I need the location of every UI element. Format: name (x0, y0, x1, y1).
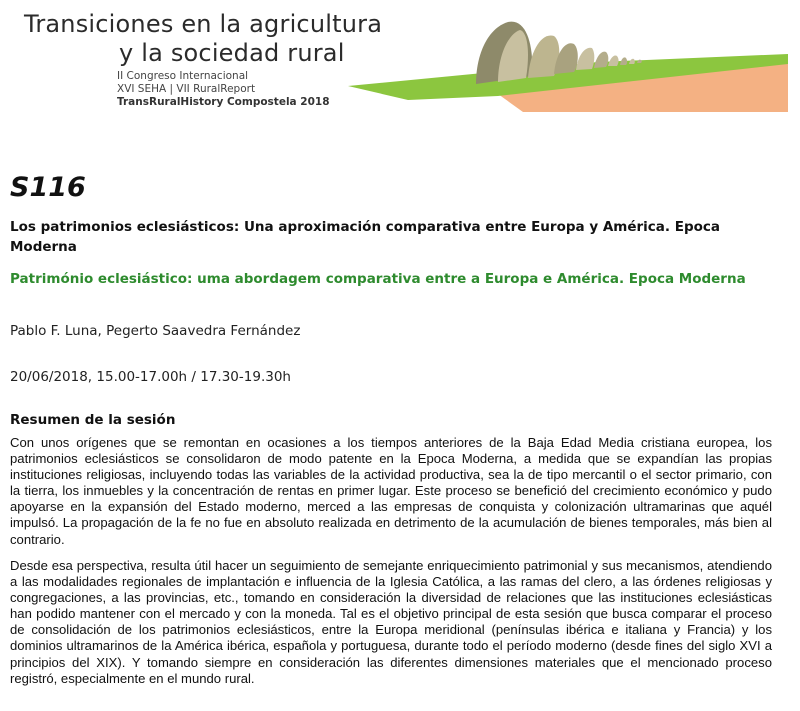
conference-header (0, 0, 800, 120)
summary-paragraph-1: Con unos orígenes que se remontan en ocasiones a los tiempos anteriores de la Baja Edad Media cristiana europea, los patrimonios eclesiásticos se consolidaron de modo patente en la Epoca Moderna, a medida que se expandían las propias instituciones religiosas, incluyendo todas las variables de la actividad productiva, sea la de tipo mercantil o el sector primario, con la tierra, los inmuebles y la concentración de rentas en primer lugar. Este proceso se benefició del crecimiento económico y pudo apoyarse en la expansión del Estado moderno, merced a las empresas de conquista y colonización ultramarinas que aquél impulsó. La propagación de la fe no fue en absoluto realizada en detrimento de la acumulación de bienes temporales, más bien al contrario. (10, 435, 772, 547)
summary-heading: Resumen de la sesión (10, 412, 176, 428)
conference-subtitle-line2: XVI SEHA | VII RuralReport (117, 83, 256, 95)
conference-title-line1: Transiciones en la agricultura (24, 10, 383, 38)
conference-title (24, 10, 382, 68)
conference-subtitle (117, 70, 330, 109)
conference-subtitle-line1: II Congreso Internacional (117, 70, 249, 82)
summary-paragraph-2: Desde esa perspectiva, resulta útil hacer un seguimiento de semejante enriquecimiento patrimonial y sus mecanismos, atendiendo a las modalidades regionales de implantación e influencia de la Iglesia Católica, a las ramas del clero, a las órdenes religiosas y congregaciones, a las provincias, etc., tomando en consideración la diversidad de relaciones que las instituciones eclesiásticas han podido mantener con el mercado y con la moneda. Tal es el objetivo principal de esta sesión que busca comparar el proceso de consolidación de los patrimonios eclesiásticos, entre la Europa meridional (penínsulas ibérica e italiana y Francia) y los dominios ultramarinos de la América ibérica, española y portuguesa, durante todo el período moderno (desde fines del siglo XVI a principios del XIX). Y tomando siempre en consideración las diferentes dimensiones materiales que el mencionado proceso registró, especialmente en el mundo rural. (10, 558, 772, 686)
conference-title-line2: y la sociedad rural (119, 39, 345, 67)
session-authors: Pablo F. Luna, Pegerto Saavedra Fernández (10, 323, 301, 339)
conference-subtitle-line3: TransRuralHistory Compostela 2018 (117, 96, 330, 108)
session-title-pt: Património eclesiástico: uma abordagem comparativa entre a Europa e América. Epoca Moderna (10, 271, 746, 287)
conference-logo-icon (348, 14, 788, 112)
session-datetime: 20/06/2018, 15.00-17.00h / 17.30-19.30h (10, 369, 291, 385)
session-title-es: Los patrimonios eclesiásticos: Una aproximación comparativa entre Europa y América. Epoca Moderna (10, 219, 720, 255)
session-code: S116 (10, 172, 86, 203)
